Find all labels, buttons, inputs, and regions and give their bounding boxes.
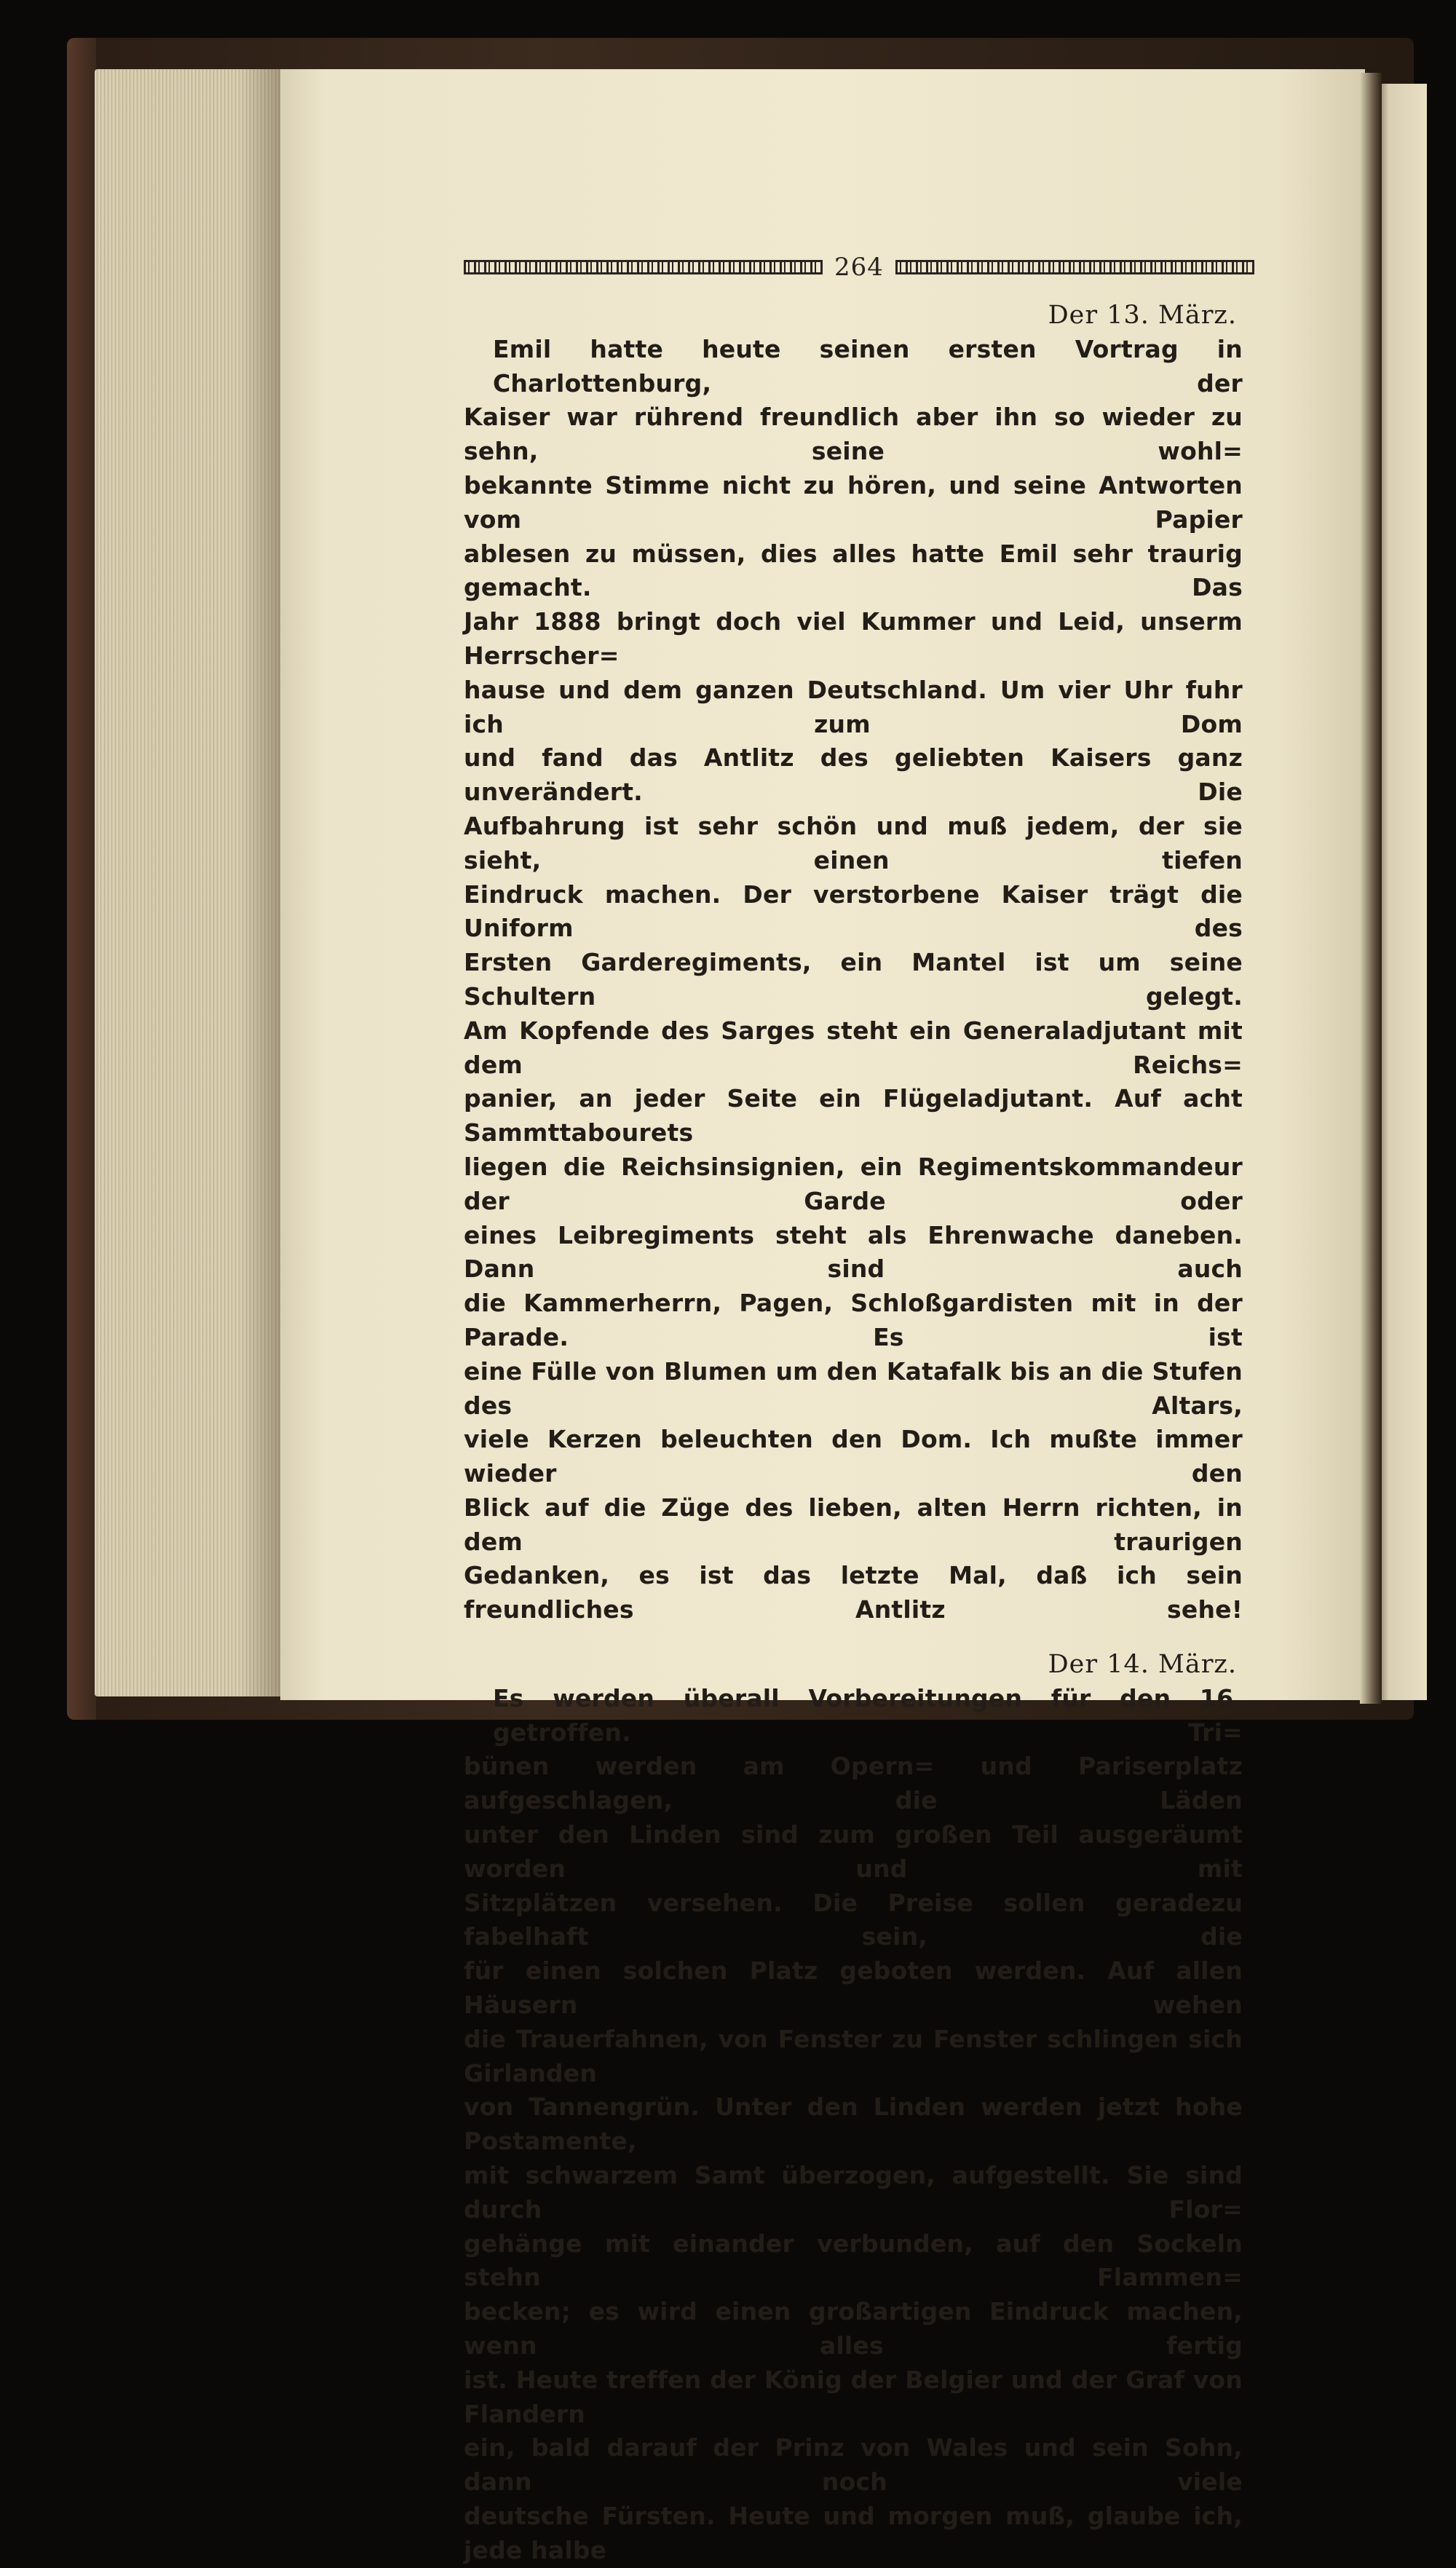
book-gutter: [1360, 73, 1382, 1704]
facing-page-edge: [1376, 84, 1427, 1700]
entry-date: Der 14. März.: [1048, 1650, 1237, 1680]
text-line: mit schwarzem Samt überzogen, aufgestellt. Sie sind durch Flor=: [464, 2161, 1243, 2224]
text-line: bünen werden am Opern= und Pariserplatz aufgeschlagen, die Läden: [464, 1752, 1243, 1815]
header-ornament-right: [895, 260, 1254, 274]
text-line: Emil hatte heute seinen ersten Vortrag in Charlottenburg, der: [493, 334, 1243, 398]
page-body: [464, 299, 1243, 2568]
text-line: ein, bald darauf der Prinz von Wales und sein Sohn, dann noch viele: [464, 2433, 1243, 2497]
text-line: viele Kerzen beleuchten den Dom. Ich mußte immer wieder den: [464, 1425, 1243, 1488]
text-line: ist. Heute treffen der König der Belgier und der Graf von Flandern: [464, 2365, 1243, 2428]
text-line: die Kammerherrn, Pagen, Schloßgardisten mit in der Parade. Es ist: [464, 1289, 1243, 1351]
text-line: deutsche Fürsten. Heute und morgen muß, glaube ich, jede halbe: [464, 2502, 1243, 2564]
text-line: Kaiser war rührend freundlich aber ihn so wieder zu sehn, seine wohl=: [464, 403, 1243, 466]
text-line: Aufbahrung ist sehr schön und muß jedem, der sie sieht, einen tiefen: [464, 811, 1243, 874]
text-line: Ersten Garderegiments, ein Mantel ist um seine Schultern gelegt.: [464, 948, 1243, 1011]
text-line: Gedanken, es ist das letzte Mal, daß ich sein freundliches Antlitz sehe!: [464, 1561, 1243, 1624]
text-line: und fand das Antlitz des geliebten Kaisers ganz unverändert. Die: [464, 743, 1243, 807]
text-line: unter den Linden sind zum großen Teil ausgeräumt worden und mit: [464, 1820, 1243, 1883]
text-line: Jahr 1888 bringt doch viel Kummer und Leid, unserm Herrscher=: [464, 607, 1243, 670]
section-gap: [464, 1627, 1243, 1648]
text-line: panier, an jeder Seite ein Flügeladjutant. Auf acht Sammttabourets: [464, 1084, 1243, 1147]
text-line: von Tannengrün. Unter den Linden werden jetzt hohe Postamente,: [464, 2093, 1243, 2156]
entry-paragraph: [464, 333, 1243, 1627]
running-header: [464, 251, 1254, 283]
entry-paragraph: [464, 1682, 1243, 2568]
text-line: Am Kopfende des Sarges steht ein Generaladjutant mit dem Reichs=: [464, 1016, 1243, 1079]
entry-date: Der 13. März.: [1048, 301, 1237, 330]
text-line: für einen solchen Platz geboten werden. Auf allen Häusern wehen: [464, 1956, 1243, 2020]
text-line: liegen die Reichsinsignien, ein Regimentskommandeur der Garde oder: [464, 1152, 1243, 1215]
text-line: hause und dem ganzen Deutschland. Um vier Uhr fuhr ich zum Dom: [464, 675, 1243, 738]
text-line: eine Fülle von Blumen um den Katafalk bis an die Stufen des Altars,: [464, 1356, 1243, 1420]
page-number: 264: [834, 253, 884, 282]
text-line: gehänge mit einander verbunden, auf den Sockeln stehn Flammen=: [464, 2229, 1243, 2292]
text-line: becken; es wird einen großartigen Eindruck machen, wenn alles fertig: [464, 2297, 1243, 2360]
text-line: Sitzplätzen versehen. Die Preise sollen geradezu fabelhaft sein, die: [464, 1888, 1243, 1951]
page-edge-shadow: [240, 69, 284, 1696]
header-ornament-left: [464, 260, 823, 274]
text-line: die Trauerfahnen, von Fenster zu Fenster schlingen sich Girlanden: [464, 2024, 1243, 2087]
text-line: eines Leibregiments steht als Ehrenwache daneben. Dann sind auch: [464, 1220, 1243, 1284]
text-line: Es werden überall Vorbereitungen für den 16. getroffen. Tri=: [493, 1683, 1243, 1747]
text-line: bekannte Stimme nicht zu hören, und seine Antworten vom Papier: [464, 470, 1243, 534]
text-line: ablesen zu müssen, dies alles hatte Emil sehr traurig gemacht. Das: [464, 539, 1243, 602]
book-spine-edge: [67, 38, 96, 1720]
text-line: Blick auf die Züge des lieben, alten Herrn richten, in dem traurigen: [464, 1493, 1243, 1556]
text-line: Eindruck machen. Der verstorbene Kaiser trägt die Uniform des: [464, 880, 1243, 943]
